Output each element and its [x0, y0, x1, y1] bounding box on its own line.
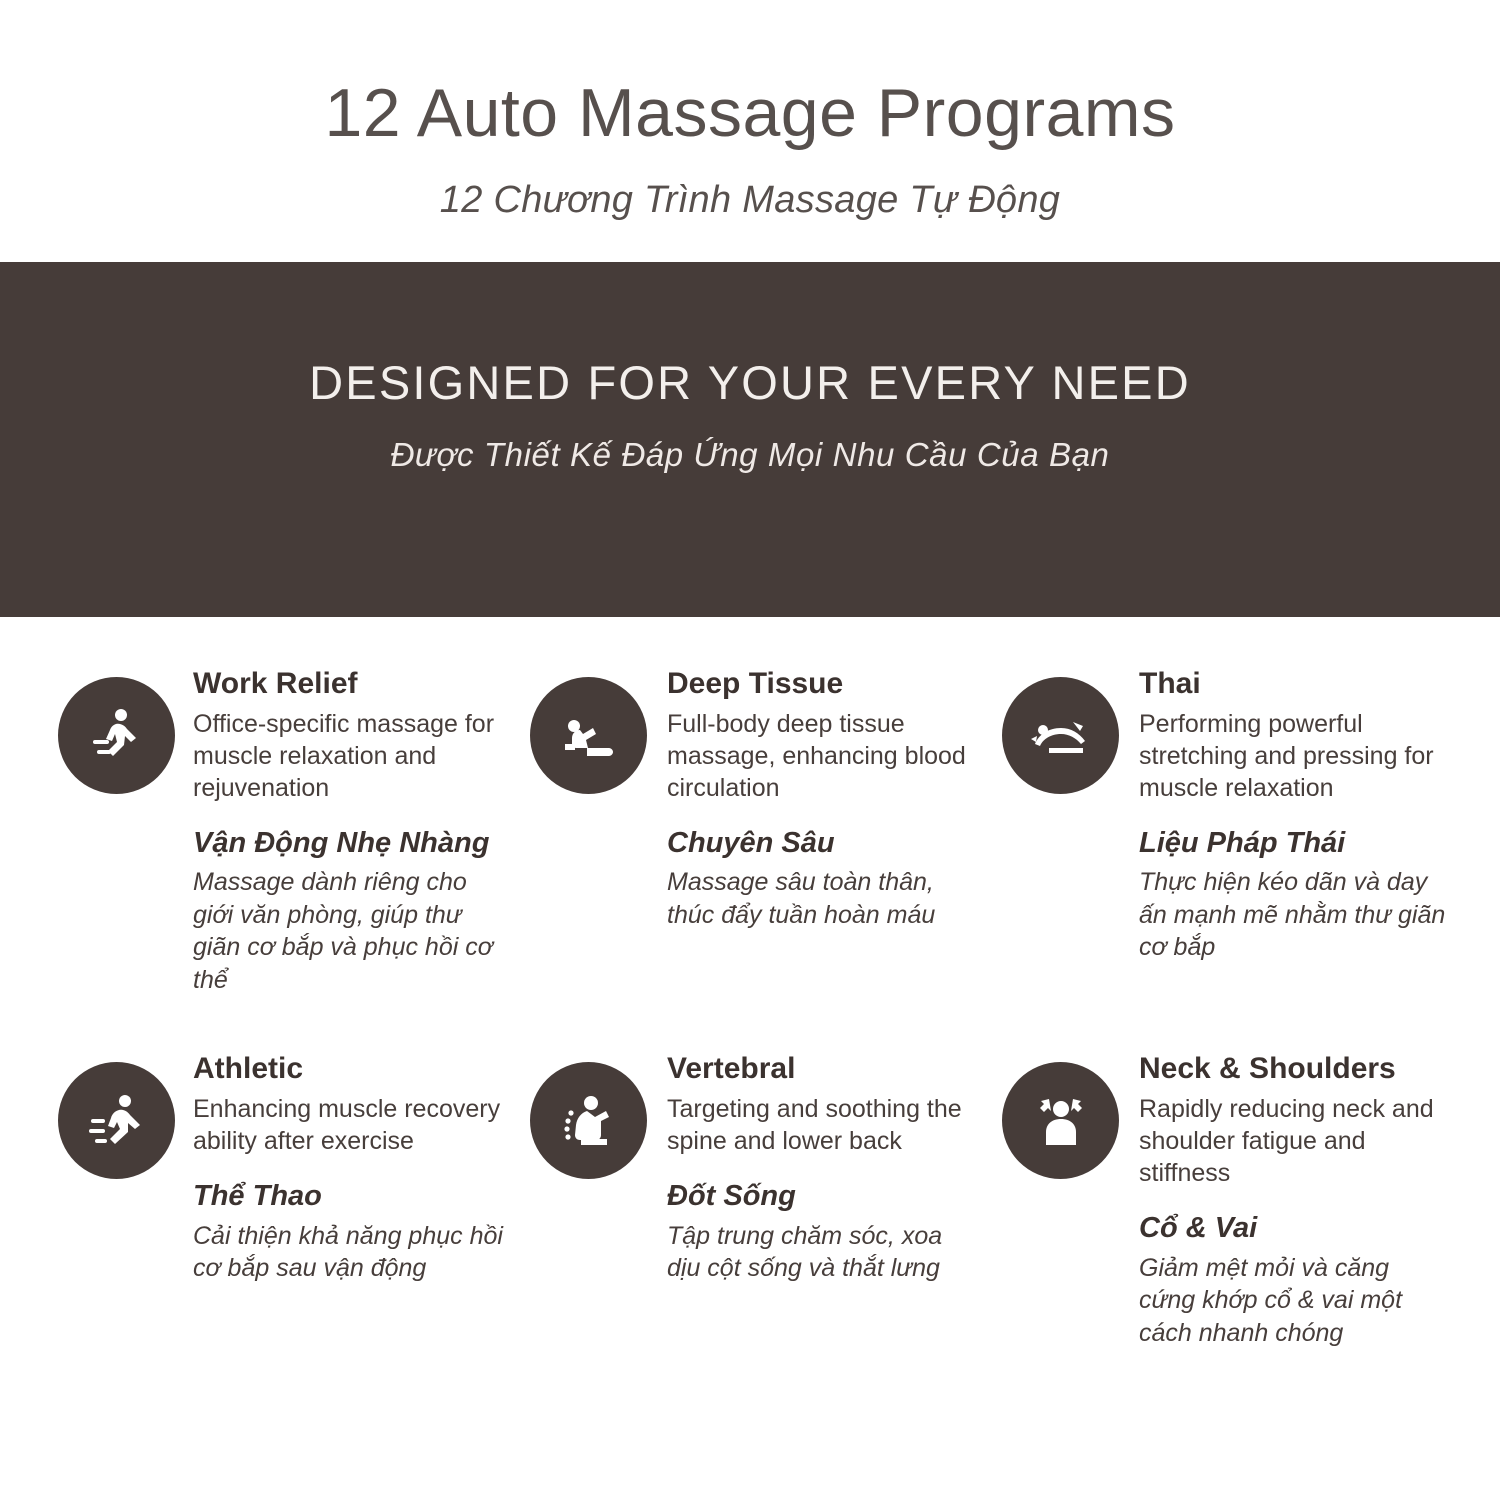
program-card: [1002, 1050, 1448, 1349]
running-person-icon: [58, 1062, 175, 1179]
program-desc-vi: Massage dành riêng cho giới văn phòng, giúp thư giãn cơ bắp và phục hồi cơ thể: [193, 868, 493, 994]
program-desc: Enhancing muscle recovery ability after exercise: [193, 1094, 501, 1155]
program-title: Athletic: [193, 1052, 304, 1086]
program-title-vi: Đốt Sống: [667, 1179, 796, 1212]
program-desc: Office-specific massage for muscle relaxation and rejuvenation: [193, 709, 495, 802]
program-desc-vi: Thực hiện kéo dãn và day ấn mạnh mẽ nhằm thư giãn cơ bắp: [1139, 868, 1446, 962]
program-title: Deep Tissue: [667, 667, 844, 701]
program-grid: [0, 665, 1500, 1349]
stretching-person-icon: [1002, 677, 1119, 794]
band-title: DESIGNED FOR YOUR EVERY NEED: [309, 356, 1191, 410]
program-desc-vi: Massage sâu toàn thân, thúc đẩy tuần hoàn máu: [667, 868, 936, 929]
reclining-person-icon: [530, 677, 647, 794]
program-card: [58, 1050, 504, 1349]
program-card: [530, 1050, 976, 1349]
page-header: [0, 0, 1500, 222]
program-desc: Full-body deep tissue massage, enhancing blood circulation: [667, 709, 966, 802]
program-card: [58, 665, 504, 996]
program-title: Neck & Shoulders: [1139, 1052, 1396, 1086]
program-desc: Rapidly reducing neck and shoulder fatigue and stiffness: [1139, 1094, 1434, 1187]
neck-shoulder-arrows-icon: [1002, 1062, 1119, 1179]
program-title-vi: Cổ & Vai: [1139, 1211, 1258, 1244]
program-desc-vi: Cải thiện khả năng phục hồi cơ bắp sau vận động: [193, 1221, 503, 1283]
program-title-vi: Thể Thao: [193, 1179, 322, 1212]
page-subtitle: 12 Chương Trình Massage Tự Động: [439, 179, 1061, 222]
program-desc: Performing powerful stretching and pressing for muscle relaxation: [1139, 709, 1434, 802]
page-title: 12 Auto Massage Programs: [324, 75, 1176, 151]
program-title: Work Relief: [193, 667, 358, 701]
program-desc-vi: Tập trung chăm sóc, xoa dịu cột sống và thắt lưng: [667, 1221, 943, 1283]
program-desc-vi: Giảm mệt mỏi và căng cứng khớp cổ & vai một cách nhanh chóng: [1139, 1253, 1403, 1347]
program-card: [530, 665, 976, 996]
program-title: Vertebral: [667, 1052, 796, 1086]
program-desc: Targeting and soothing the spine and lower back: [667, 1094, 962, 1155]
walking-person-icon: [58, 677, 175, 794]
program-title-vi: Chuyên Sâu: [667, 826, 835, 859]
program-title: Thai: [1139, 667, 1201, 701]
spine-dots-person-icon: [530, 1062, 647, 1179]
band-subtitle: Được Thiết Kế Đáp Ứng Mọi Nhu Cầu Của Bạn: [390, 436, 1110, 474]
program-title-vi: Vận Động Nhẹ Nhàng: [193, 826, 490, 859]
program-card: [1002, 665, 1448, 996]
program-title-vi: Liệu Pháp Thái: [1139, 826, 1346, 859]
highlight-band: [0, 262, 1500, 617]
